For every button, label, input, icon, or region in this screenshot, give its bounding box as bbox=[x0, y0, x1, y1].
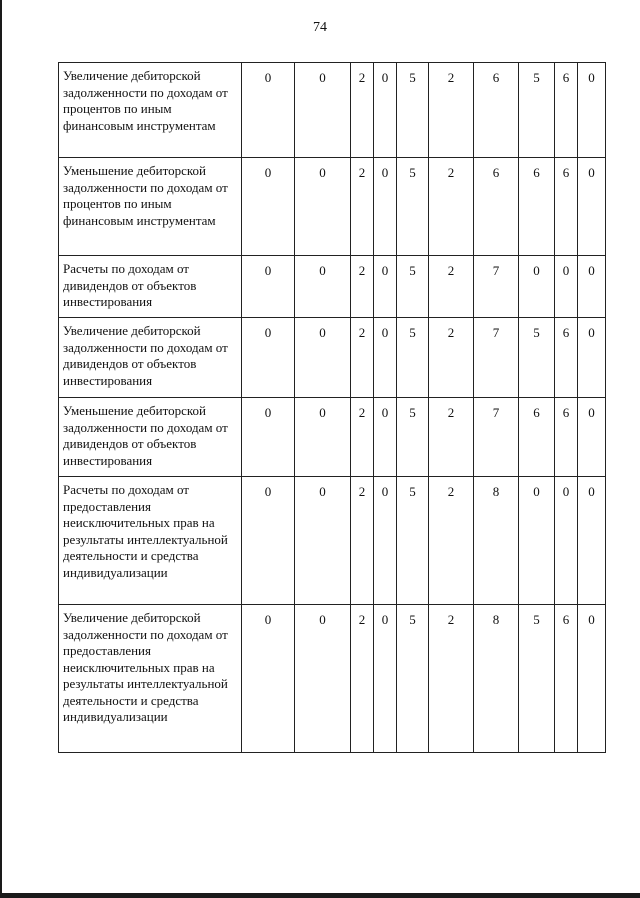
code-digit: 0 bbox=[295, 605, 351, 753]
row-name: Уменьшение дебиторской задолженности по доходам от дивидендов от объектов инвестирования bbox=[59, 398, 242, 477]
table-row bbox=[59, 605, 606, 753]
code-digit: 0 bbox=[374, 318, 397, 398]
code-digit: 0 bbox=[242, 256, 295, 318]
code-digit: 0 bbox=[242, 605, 295, 753]
code-digit: 0 bbox=[374, 256, 397, 318]
code-digit: 0 bbox=[555, 477, 578, 605]
row-name: Уменьшение дебиторской задолженности по доходам от процентов по иным финансовым инструментам bbox=[59, 158, 242, 256]
code-digit: 5 bbox=[397, 158, 429, 256]
row-name: Увеличение дебиторской задолженности по доходам от предоставления неисключительных прав на результаты интеллектуальной деятельности и средства индивидуализации bbox=[59, 605, 242, 753]
code-digit: 2 bbox=[429, 477, 474, 605]
code-digit: 2 bbox=[429, 318, 474, 398]
table-row bbox=[59, 158, 606, 256]
code-digit: 0 bbox=[374, 605, 397, 753]
code-digit: 0 bbox=[242, 318, 295, 398]
code-digit: 5 bbox=[397, 605, 429, 753]
code-digit: 2 bbox=[429, 256, 474, 318]
code-digit: 2 bbox=[351, 256, 374, 318]
code-digit: 5 bbox=[397, 318, 429, 398]
code-digit: 0 bbox=[519, 256, 555, 318]
code-digit: 6 bbox=[474, 63, 519, 158]
code-digit: 0 bbox=[242, 63, 295, 158]
code-digit: 6 bbox=[555, 605, 578, 753]
code-digit: 0 bbox=[295, 398, 351, 477]
code-digit: 0 bbox=[578, 477, 606, 605]
code-digit: 5 bbox=[397, 63, 429, 158]
code-digit: 5 bbox=[519, 605, 555, 753]
code-digit: 2 bbox=[351, 63, 374, 158]
table-row bbox=[59, 63, 606, 158]
code-digit: 5 bbox=[397, 398, 429, 477]
code-digit: 6 bbox=[555, 398, 578, 477]
table-row bbox=[59, 398, 606, 477]
code-digit: 2 bbox=[351, 158, 374, 256]
row-name: Расчеты по доходам от дивидендов от объектов инвестирования bbox=[59, 256, 242, 318]
code-digit: 0 bbox=[555, 256, 578, 318]
code-digit: 0 bbox=[374, 477, 397, 605]
code-digit: 0 bbox=[578, 398, 606, 477]
code-digit: 2 bbox=[351, 477, 374, 605]
code-digit: 0 bbox=[374, 63, 397, 158]
code-digit: 0 bbox=[578, 158, 606, 256]
code-digit: 0 bbox=[578, 605, 606, 753]
code-digit: 0 bbox=[374, 158, 397, 256]
scan-left-edge bbox=[0, 0, 2, 898]
code-digit: 0 bbox=[295, 63, 351, 158]
table-row bbox=[59, 318, 606, 398]
code-digit: 2 bbox=[351, 318, 374, 398]
table-row bbox=[59, 477, 606, 605]
code-digit: 5 bbox=[519, 318, 555, 398]
scan-bottom-edge bbox=[0, 893, 640, 898]
code-digit: 7 bbox=[474, 318, 519, 398]
page-number: 74 bbox=[313, 20, 327, 35]
code-digit: 0 bbox=[242, 477, 295, 605]
code-digit: 6 bbox=[555, 63, 578, 158]
row-name: Увеличение дебиторской задолженности по доходам от дивидендов от объектов инвестирования bbox=[59, 318, 242, 398]
code-digit: 6 bbox=[474, 158, 519, 256]
code-digit: 5 bbox=[519, 63, 555, 158]
code-digit: 6 bbox=[519, 158, 555, 256]
code-digit: 8 bbox=[474, 477, 519, 605]
code-digit: 0 bbox=[295, 318, 351, 398]
code-digit: 5 bbox=[397, 256, 429, 318]
code-digit: 0 bbox=[578, 256, 606, 318]
code-digit: 2 bbox=[429, 158, 474, 256]
row-name: Расчеты по доходам от предоставления неисключительных прав на результаты интеллектуальной деятельности и средства индивидуализации bbox=[59, 477, 242, 605]
code-digit: 6 bbox=[555, 318, 578, 398]
code-digit: 7 bbox=[474, 398, 519, 477]
code-digit: 0 bbox=[242, 158, 295, 256]
code-digit: 2 bbox=[429, 63, 474, 158]
row-name: Увеличение дебиторской задолженности по доходам от процентов по иным финансовым инструментам bbox=[59, 63, 242, 158]
code-digit: 0 bbox=[295, 256, 351, 318]
code-digit: 0 bbox=[519, 477, 555, 605]
code-digit: 0 bbox=[295, 158, 351, 256]
code-digit: 2 bbox=[351, 605, 374, 753]
code-digit: 0 bbox=[295, 477, 351, 605]
code-digit: 2 bbox=[429, 605, 474, 753]
classification-table bbox=[58, 62, 606, 753]
code-digit: 5 bbox=[397, 477, 429, 605]
code-digit: 0 bbox=[242, 398, 295, 477]
code-digit: 2 bbox=[429, 398, 474, 477]
code-digit: 7 bbox=[474, 256, 519, 318]
code-digit: 6 bbox=[555, 158, 578, 256]
table-row bbox=[59, 256, 606, 318]
code-digit: 2 bbox=[351, 398, 374, 477]
code-digit: 0 bbox=[374, 398, 397, 477]
code-digit: 8 bbox=[474, 605, 519, 753]
code-digit: 6 bbox=[519, 398, 555, 477]
code-digit: 0 bbox=[578, 318, 606, 398]
code-digit: 0 bbox=[578, 63, 606, 158]
